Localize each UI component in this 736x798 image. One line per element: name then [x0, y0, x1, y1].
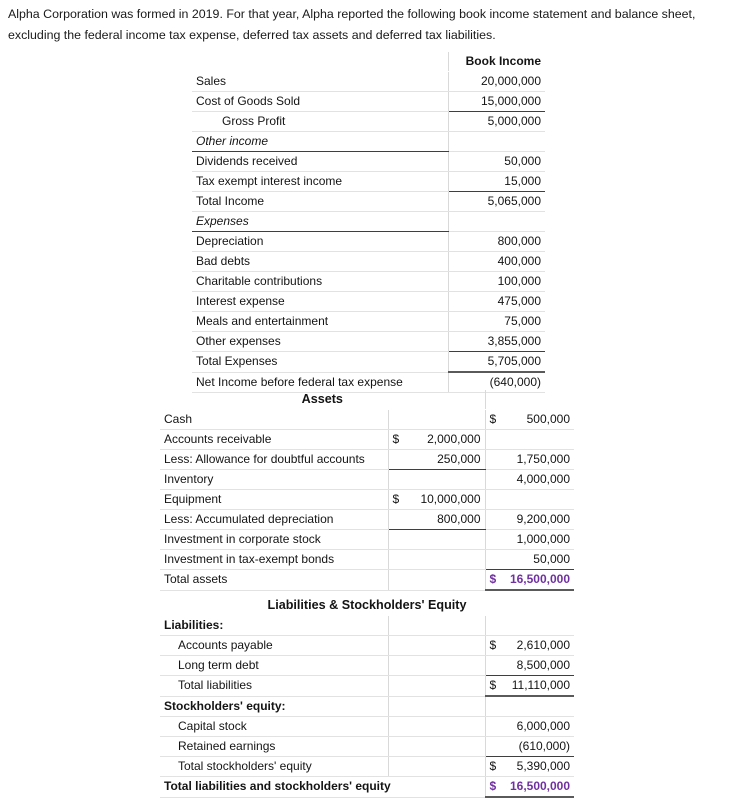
row-label: Other expenses: [192, 332, 448, 352]
table-row: [160, 490, 574, 510]
row-mid-amount: [388, 410, 485, 430]
income-statement-table: [192, 52, 545, 393]
table-subheading-row: [160, 616, 574, 636]
row-right-amount: [485, 510, 574, 530]
row-right-amount: [485, 530, 574, 550]
table-row: [160, 410, 574, 430]
row-mid-value: 2,000,000: [427, 432, 481, 446]
row-mid-amount: [388, 570, 485, 591]
table-header-row: [192, 52, 545, 72]
table-row: [160, 717, 574, 737]
table-row: [192, 352, 545, 373]
row-right-amount: [485, 430, 574, 450]
currency-symbol: $: [489, 572, 497, 586]
row-label: Liabilities:: [160, 616, 388, 636]
row-label: Other income: [192, 132, 448, 152]
row-label: Long term debt: [160, 656, 388, 676]
row-label: Stockholders' equity:: [160, 696, 388, 717]
row-amount: [448, 212, 545, 232]
row-label: Interest expense: [192, 292, 448, 312]
table-row: [160, 510, 574, 530]
currency-symbol: $: [489, 678, 497, 692]
table-subheading-row: [192, 132, 545, 152]
row-amount: [448, 132, 545, 152]
intro-paragraph: Alpha Corporation was formed in 2019. For that year, Alpha reported the following book income statement and balance sheet, excluding the federal income tax expense, deferred tax assets and deferred tax liabilities.: [8, 7, 696, 42]
income-header-amount: Book Income: [448, 52, 545, 72]
table-row: [192, 272, 545, 292]
row-right-value: 1,750,000: [516, 452, 570, 466]
row-label: Less: Allowance for doubtful accounts: [160, 450, 388, 470]
currency-symbol: $: [489, 759, 497, 773]
row-amount: 5,705,000: [448, 352, 545, 373]
liabilities-equity-table: [160, 596, 574, 798]
table-row: [160, 737, 574, 757]
row-amount: 5,065,000: [448, 192, 545, 212]
row-mid-amount: [388, 676, 485, 697]
table-row: [160, 530, 574, 550]
row-label: Depreciation: [192, 232, 448, 252]
row-mid-amount: [388, 490, 485, 510]
row-label: Investment in corporate stock: [160, 530, 388, 550]
row-amount: 3,855,000: [448, 332, 545, 352]
row-right-value: 6,000,000: [516, 719, 571, 733]
table-row: [192, 92, 545, 112]
row-right-value: 9,200,000: [516, 512, 570, 526]
row-right-amount: [485, 757, 574, 777]
row-right-amount: [485, 616, 574, 636]
row-amount: 800,000: [448, 232, 545, 252]
liabilities-title: Liabilities & Stockholders' Equity: [267, 598, 467, 612]
table-row: [192, 112, 545, 132]
currency-symbol: $: [392, 432, 400, 446]
table-row: [160, 430, 574, 450]
table-row: [192, 72, 545, 92]
row-label: Total liabilities: [160, 676, 388, 697]
row-label: Equipment: [160, 490, 388, 510]
table-row: [160, 656, 574, 676]
row-right-amount: [485, 717, 574, 737]
row-mid-amount: [388, 656, 485, 676]
table-row: [192, 312, 545, 332]
row-mid-amount: [388, 470, 485, 490]
row-right-amount: [485, 696, 574, 717]
currency-symbol: $: [489, 412, 497, 426]
assets-title-row: [160, 390, 574, 410]
row-right-value: 16,500,000: [509, 779, 571, 793]
row-label: Inventory: [160, 470, 388, 490]
row-mid-value: 10,000,000: [420, 492, 481, 506]
row-label: Capital stock: [160, 717, 388, 737]
assets-title: Assets: [301, 392, 343, 406]
table-row: [160, 676, 574, 697]
row-amount: 100,000: [448, 272, 545, 292]
row-label: Cash: [160, 410, 388, 430]
table-row: [192, 332, 545, 352]
row-right-amount: [485, 550, 574, 570]
row-right-amount: [485, 570, 574, 591]
row-label: Sales: [192, 72, 448, 92]
table-row: [160, 757, 574, 777]
table-row: [192, 192, 545, 212]
row-right-value: 2,610,000: [516, 638, 571, 652]
row-amount: 5,000,000: [448, 112, 545, 132]
row-mid-value: 800,000: [437, 512, 481, 526]
row-right-amount: [485, 636, 574, 656]
table-row: [160, 636, 574, 656]
row-right-value: 500,000: [526, 412, 570, 426]
row-label: Meals and entertainment: [192, 312, 448, 332]
table-subheading-row: [160, 696, 574, 717]
row-right-amount: [485, 737, 574, 757]
row-right-amount: [485, 410, 574, 430]
row-mid-amount: [388, 530, 485, 550]
table-total-row: [160, 777, 574, 798]
row-mid-amount: [388, 636, 485, 656]
row-mid-amount: [388, 717, 485, 737]
row-label: Tax exempt interest income: [192, 172, 448, 192]
row-right-amount: [485, 656, 574, 676]
row-mid-amount: [388, 450, 485, 470]
row-right-value: (610,000): [518, 739, 571, 753]
assets-table: [160, 390, 574, 591]
row-amount: 20,000,000: [448, 72, 545, 92]
row-label: Total liabilities and stockholders' equity: [160, 777, 485, 798]
row-right-value: 4,000,000: [516, 472, 570, 486]
row-label: Accounts receivable: [160, 430, 388, 450]
row-mid-amount: [388, 616, 485, 636]
table-row: [192, 232, 545, 252]
table-subheading-row: [192, 212, 545, 232]
row-amount: 75,000: [448, 312, 545, 332]
row-label: Total Income: [192, 192, 448, 212]
row-amount: 15,000: [448, 172, 545, 192]
row-right-value: 8,500,000: [516, 658, 571, 672]
row-amount: 475,000: [448, 292, 545, 312]
row-mid-amount: [388, 510, 485, 530]
table-row: [160, 470, 574, 490]
row-amount: 400,000: [448, 252, 545, 272]
row-label: Retained earnings: [160, 737, 388, 757]
table-row: [192, 292, 545, 312]
row-mid-value: 250,000: [437, 452, 481, 466]
currency-symbol: $: [489, 779, 497, 793]
row-right-value: 16,500,000: [509, 572, 570, 586]
table-row: [192, 172, 545, 192]
income-header-label: [192, 52, 448, 72]
row-right-value: 1,000,000: [516, 532, 570, 546]
row-label: Accounts payable: [160, 636, 388, 656]
row-label: Net Income before federal tax expense: [192, 372, 448, 393]
assets-title-spacer: [485, 390, 574, 410]
row-mid-amount: [388, 757, 485, 777]
row-right-value: 50,000: [533, 552, 570, 566]
row-label: Dividends received: [192, 152, 448, 172]
row-right-amount: [485, 450, 574, 470]
row-right-value: 11,110,000: [511, 678, 571, 692]
row-label: Less: Accumulated depreciation: [160, 510, 388, 530]
row-amount: 50,000: [448, 152, 545, 172]
table-row: [160, 450, 574, 470]
table-row: [160, 550, 574, 570]
row-right-value: 5,390,000: [516, 759, 571, 773]
table-row: [192, 252, 545, 272]
row-label: Cost of Goods Sold: [192, 92, 448, 112]
row-label: Bad debts: [192, 252, 448, 272]
table-total-row: [160, 570, 574, 591]
row-label: Gross Profit: [192, 112, 448, 132]
currency-symbol: $: [392, 492, 400, 506]
row-right-amount: [485, 777, 574, 798]
row-right-amount: [485, 490, 574, 510]
currency-symbol: $: [489, 638, 497, 652]
row-amount: 15,000,000: [448, 92, 545, 112]
row-label: Charitable contributions: [192, 272, 448, 292]
row-label: Investment in tax-exempt bonds: [160, 550, 388, 570]
row-label: Total assets: [160, 570, 388, 591]
row-right-amount: [485, 470, 574, 490]
row-right-amount: [485, 676, 574, 697]
row-mid-amount: [388, 696, 485, 717]
row-amount: (640,000): [448, 372, 545, 393]
liabilities-title-row: [160, 596, 574, 616]
row-mid-amount: [388, 430, 485, 450]
row-mid-amount: [388, 550, 485, 570]
row-label: Expenses: [192, 212, 448, 232]
table-row: [192, 152, 545, 172]
row-label: Total Expenses: [192, 352, 448, 373]
row-mid-amount: [388, 737, 485, 757]
row-label: Total stockholders' equity: [160, 757, 388, 777]
